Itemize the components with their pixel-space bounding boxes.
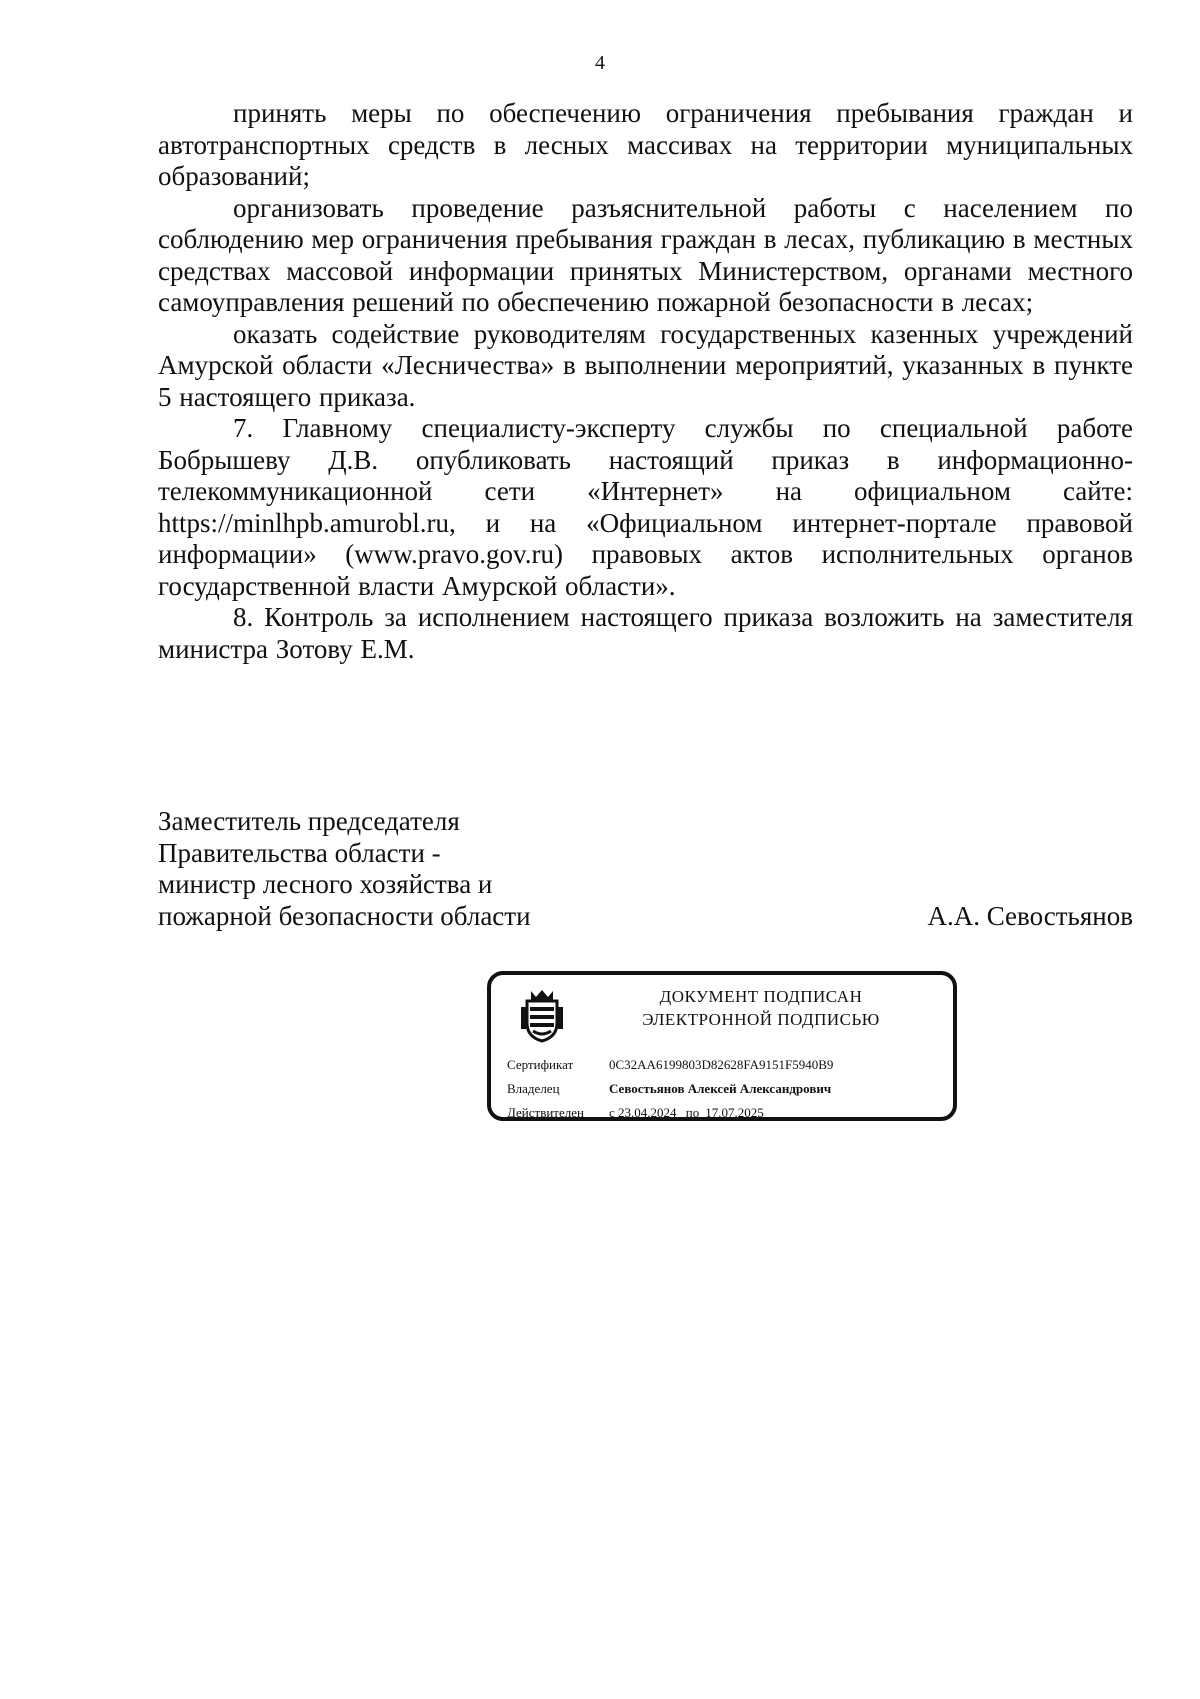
valid-to-date: 17.07.2025 — [705, 1105, 764, 1120]
valid-to-prefix: по — [685, 1105, 700, 1120]
stamp-validity-row — [507, 1105, 764, 1121]
signer-position-line: Заместитель председателя — [158, 806, 460, 836]
page-number: 4 — [595, 52, 605, 74]
amur-oblast-coat-of-arms-icon — [519, 987, 565, 1043]
stamp-owner-row — [507, 1081, 831, 1097]
signer-position-line: пожарной безопасности области — [158, 900, 531, 931]
signature-block — [158, 806, 1133, 932]
valid-from-prefix: с — [609, 1105, 615, 1120]
signer-position-line: министр лесного хозяйства и — [158, 869, 493, 899]
paragraph-explanatory-work: организовать проведение разъяснительной работы с населением по соблюдению мер ограничения пребывания граждан в лесах, публикацию в местных средствах массовой информации принятых Министерством, органами местного самоуправления решений по обеспечению пожарной безопасности в лесах; — [158, 192, 1133, 317]
certificate-label: Сертификат — [507, 1057, 574, 1072]
document-body — [158, 98, 1133, 665]
paragraph-assistance: оказать содействие руководителям государственных казенных учреждений Амурской области «Лесничества» в выполнении мероприятий, указанных в пункте 5 настоящего приказа. — [158, 318, 1133, 412]
stamp-heading — [591, 985, 931, 1031]
validity-label: Действителен — [507, 1105, 584, 1120]
stamp-heading-line: ЭЛЕКТРОННОЙ ПОДПИСЬЮ — [642, 1010, 880, 1029]
electronic-signature-stamp — [487, 971, 957, 1121]
certificate-value: 0C32AA6199803D82628FA9151F5940B9 — [609, 1057, 834, 1072]
valid-from-date: 23.04.2024 — [618, 1105, 677, 1120]
paragraph-item-7: 7. Главному специалисту-эксперту службы по специальной работе Бобрышеву Д.В. опубликовать настоящий приказ в информационно-телекоммуникационной сети «Интернет» на официальном сайте: https://minlhpb.amurobl.ru, и на «Официальном интернет-портале правовой информации» (www.pravo.gov.ru) правовых актов исполнительных органов государственной власти Амурской области». — [158, 413, 1133, 601]
stamp-heading-line: ДОКУМЕНТ ПОДПИСАН — [659, 987, 863, 1006]
signer-position-line: Правительства области - — [158, 837, 441, 868]
owner-label: Владелец — [507, 1081, 560, 1096]
paragraph-item-8: 8. Контроль за исполнением настоящего приказа возложить на заместителя министра Зотову Е.М. — [158, 602, 1133, 664]
stamp-certificate-row — [507, 1057, 833, 1073]
owner-value: Севостьянов Алексей Александрович — [609, 1081, 832, 1096]
paragraph-measures: принять меры по обеспечению ограничения пребывания граждан и автотранспортных средств в лесных массивах на территории муниципальных образований; — [158, 98, 1133, 191]
signer-name: А.А. Севостьянов — [927, 900, 1133, 931]
